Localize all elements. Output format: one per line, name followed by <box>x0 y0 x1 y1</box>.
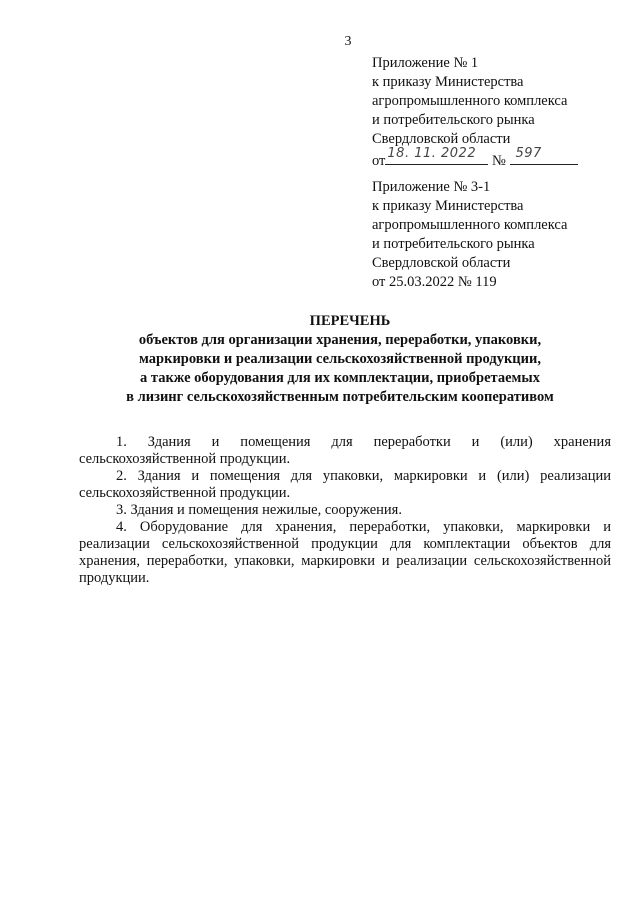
appendix-1-date-number-line <box>372 146 578 169</box>
document-title <box>90 312 590 407</box>
list-item: 3. Здания и помещения нежилые, сооружения. <box>116 502 402 518</box>
appendix-2-line: к приказу Министерства <box>372 198 524 214</box>
appendix-1-line: к приказу Министерства <box>372 74 524 90</box>
list-item: 1. Здания и помещения для переработки и (или) хранения сельскохозяйственной продукции. <box>79 434 611 467</box>
title-line: объектов для организации хранения, переработки, упаковки, <box>138 332 542 348</box>
appendix-2-line: агропромышленного комплекса <box>372 217 568 233</box>
page-number: 3 <box>344 34 352 49</box>
list-item: 4. Оборудование для хранения, переработки, упаковки, маркировки и реализации сельскохозяйственной продукции для комплектации объектов для хранения, переработки, упаковки, маркировки и реализации сельскохозяйственной продукции. <box>79 519 611 586</box>
appendix-2-line: и потребительского рынка <box>372 236 535 252</box>
date-prefix: от <box>372 153 386 169</box>
title-line: а также оборудования для их комплектации, приобретаемых <box>140 370 540 386</box>
number-blank <box>510 146 578 165</box>
appendix-2-line: от 25.03.2022 № 119 <box>372 274 497 290</box>
appendix-2-header <box>372 178 567 292</box>
number-prefix: № <box>492 153 506 169</box>
appendix-1-line: Приложение № 1 <box>372 55 479 71</box>
title-line: маркировки и реализации сельскохозяйственной продукции, <box>139 351 541 367</box>
appendix-2-line: Приложение № 3-1 <box>372 179 491 195</box>
date-blank <box>385 146 488 165</box>
appendix-2-line: Свердловской области <box>372 255 511 271</box>
appendix-1-line: Свердловской области <box>372 131 511 147</box>
list-body <box>79 434 611 587</box>
title-heading: ПЕРЕЧЕНЬ <box>309 313 391 329</box>
appendix-1-header <box>372 54 578 168</box>
title-line: в лизинг сельскохозяйственным потребительским кооперативом <box>126 389 554 405</box>
appendix-1-line: агропромышленного комплекса <box>372 93 568 109</box>
list-item: 2. Здания и помещения для упаковки, маркировки и (или) реализации сельскохозяйственной продукции. <box>79 468 611 501</box>
appendix-1-line: и потребительского рынка <box>372 112 535 128</box>
handwritten-number: 597 <box>515 146 542 161</box>
handwritten-date: 18. 11. 2022 <box>387 146 477 161</box>
